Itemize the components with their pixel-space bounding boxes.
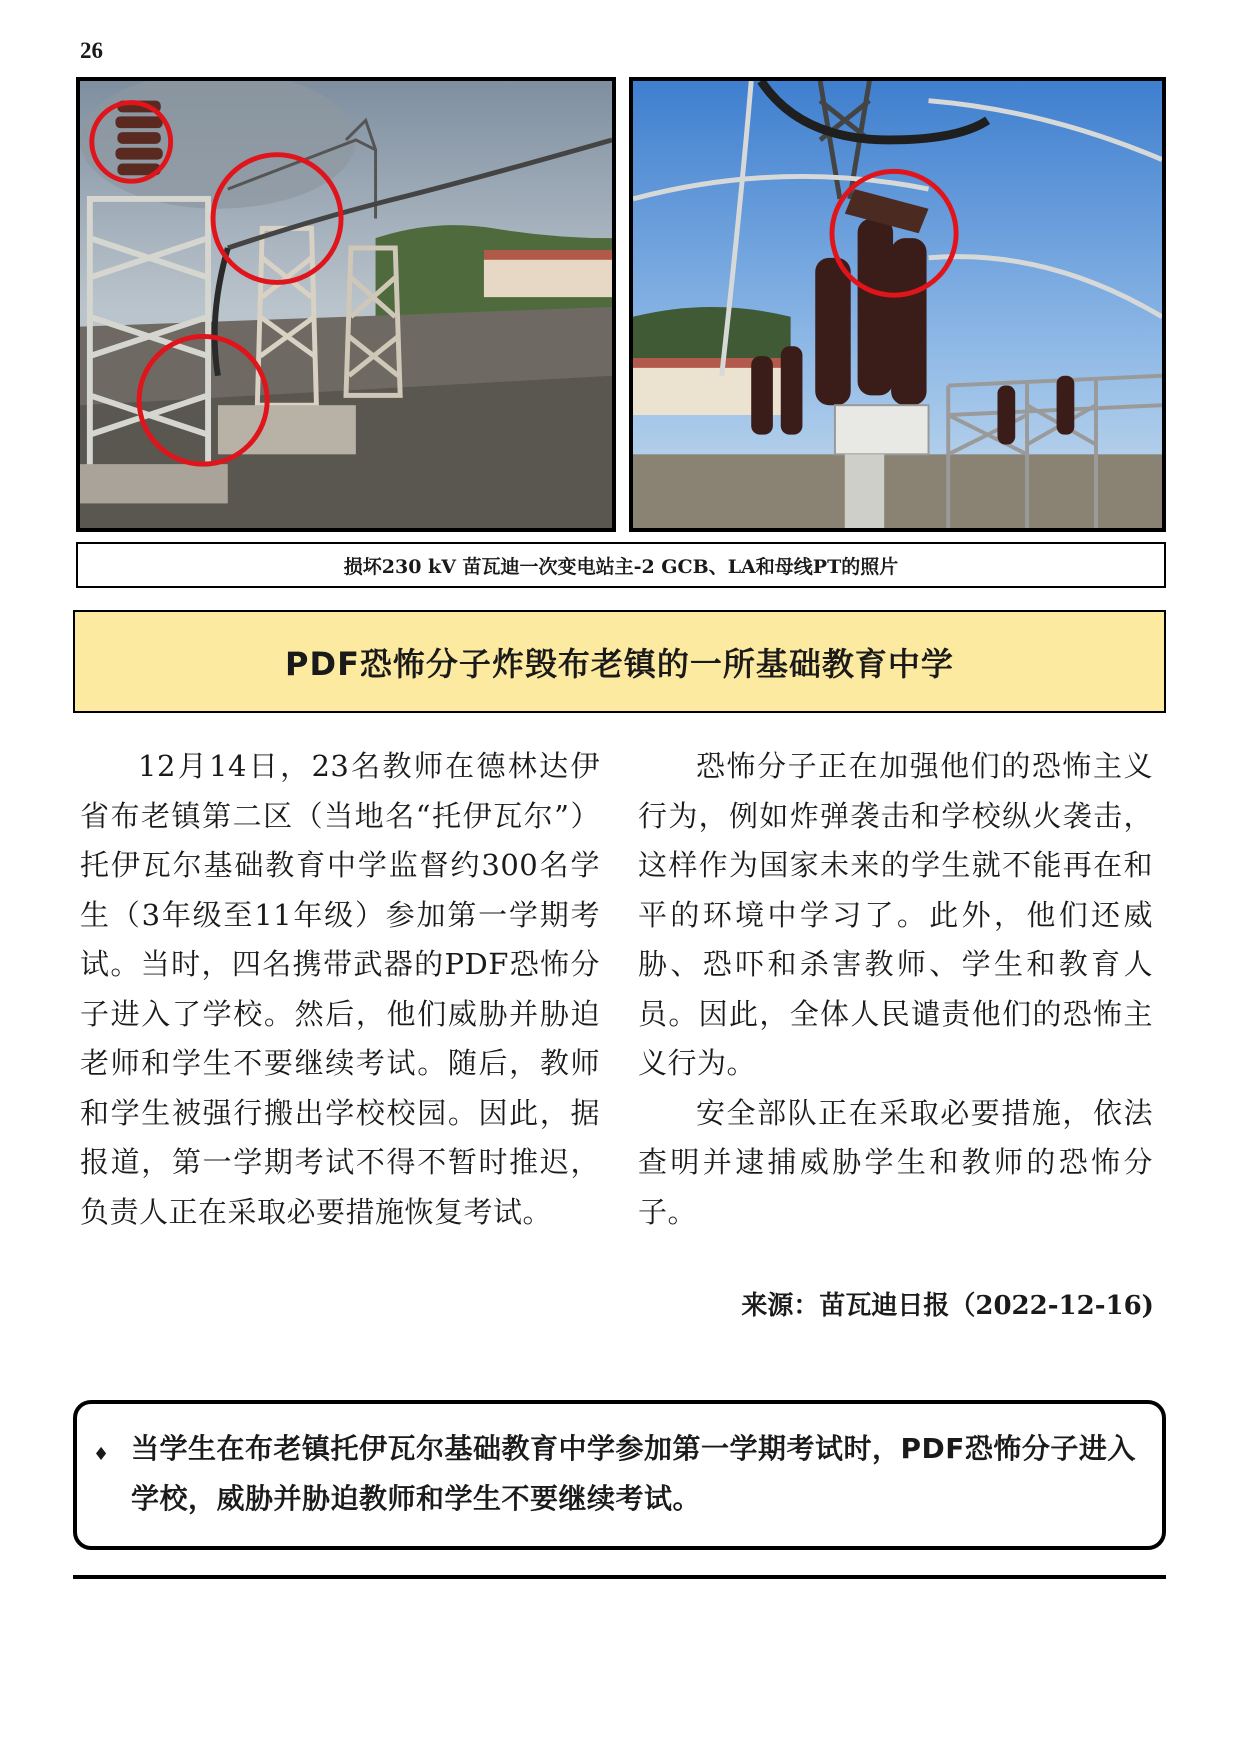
- article-paragraph: 12月14日，23名教师在德林达伊省布老镇第二区（当地名“托伊瓦尔”）托伊瓦尔基础教育中学监督约300名学生（3年级至11年级）参加第一学期考试。当时，四名携带武器的PDF恐怖分子进入了学校。然后，他们威胁并胁迫老师和学生不要继续考试。随后，教师和学生被强行搬出学校校园。因此，据报道，第一学期考试不得不暂时推迟，负责人正在采取必要措施恢复考试。: [80, 749, 600, 1229]
- article-column-left: [80, 742, 600, 1237]
- bottom-divider: [73, 1575, 1166, 1579]
- article-paragraph: 恐怖分子正在加强他们的恐怖主义行为，例如炸弹袭击和学校纵火袭击，这样作为国家未来的学生就不能再在和平的环境中学习了。此外，他们还威胁、恐吓和杀害教师、学生和教育人员。因此，全体人民谴责他们的恐怖主义行为。: [638, 749, 1153, 1080]
- summary-text: 当学生在布老镇托伊瓦尔基础教育中学参加第一学期考试时，PDF恐怖分子进入学校，威胁并胁迫教师和学生不要继续考试。: [131, 1432, 1136, 1515]
- summary-box: [73, 1400, 1166, 1550]
- substation-breaker-image: [633, 81, 1162, 528]
- article-source: 来源：苗瓦迪日报（2022-12-16): [741, 1291, 1154, 1321]
- article-headline: PDF恐怖分子炸毁布老镇的一所基础教育中学: [73, 610, 1166, 713]
- substation-breaker-photo: [629, 77, 1166, 532]
- substation-damage-photo: [76, 77, 616, 532]
- article-paragraph: 安全部队正在采取必要措施，依法查明并逮捕威胁学生和教师的恐怖分子。: [638, 1095, 1153, 1229]
- substation-damage-image: [80, 81, 612, 528]
- article-column-right: [638, 742, 1153, 1237]
- page-number: 26: [80, 38, 103, 63]
- diamond-bullet-icon: ♦: [93, 1444, 110, 1465]
- photo-caption: 损坏230 kV 苗瓦迪一次变电站主-2 GCB、LA和母线PT的照片: [76, 542, 1166, 588]
